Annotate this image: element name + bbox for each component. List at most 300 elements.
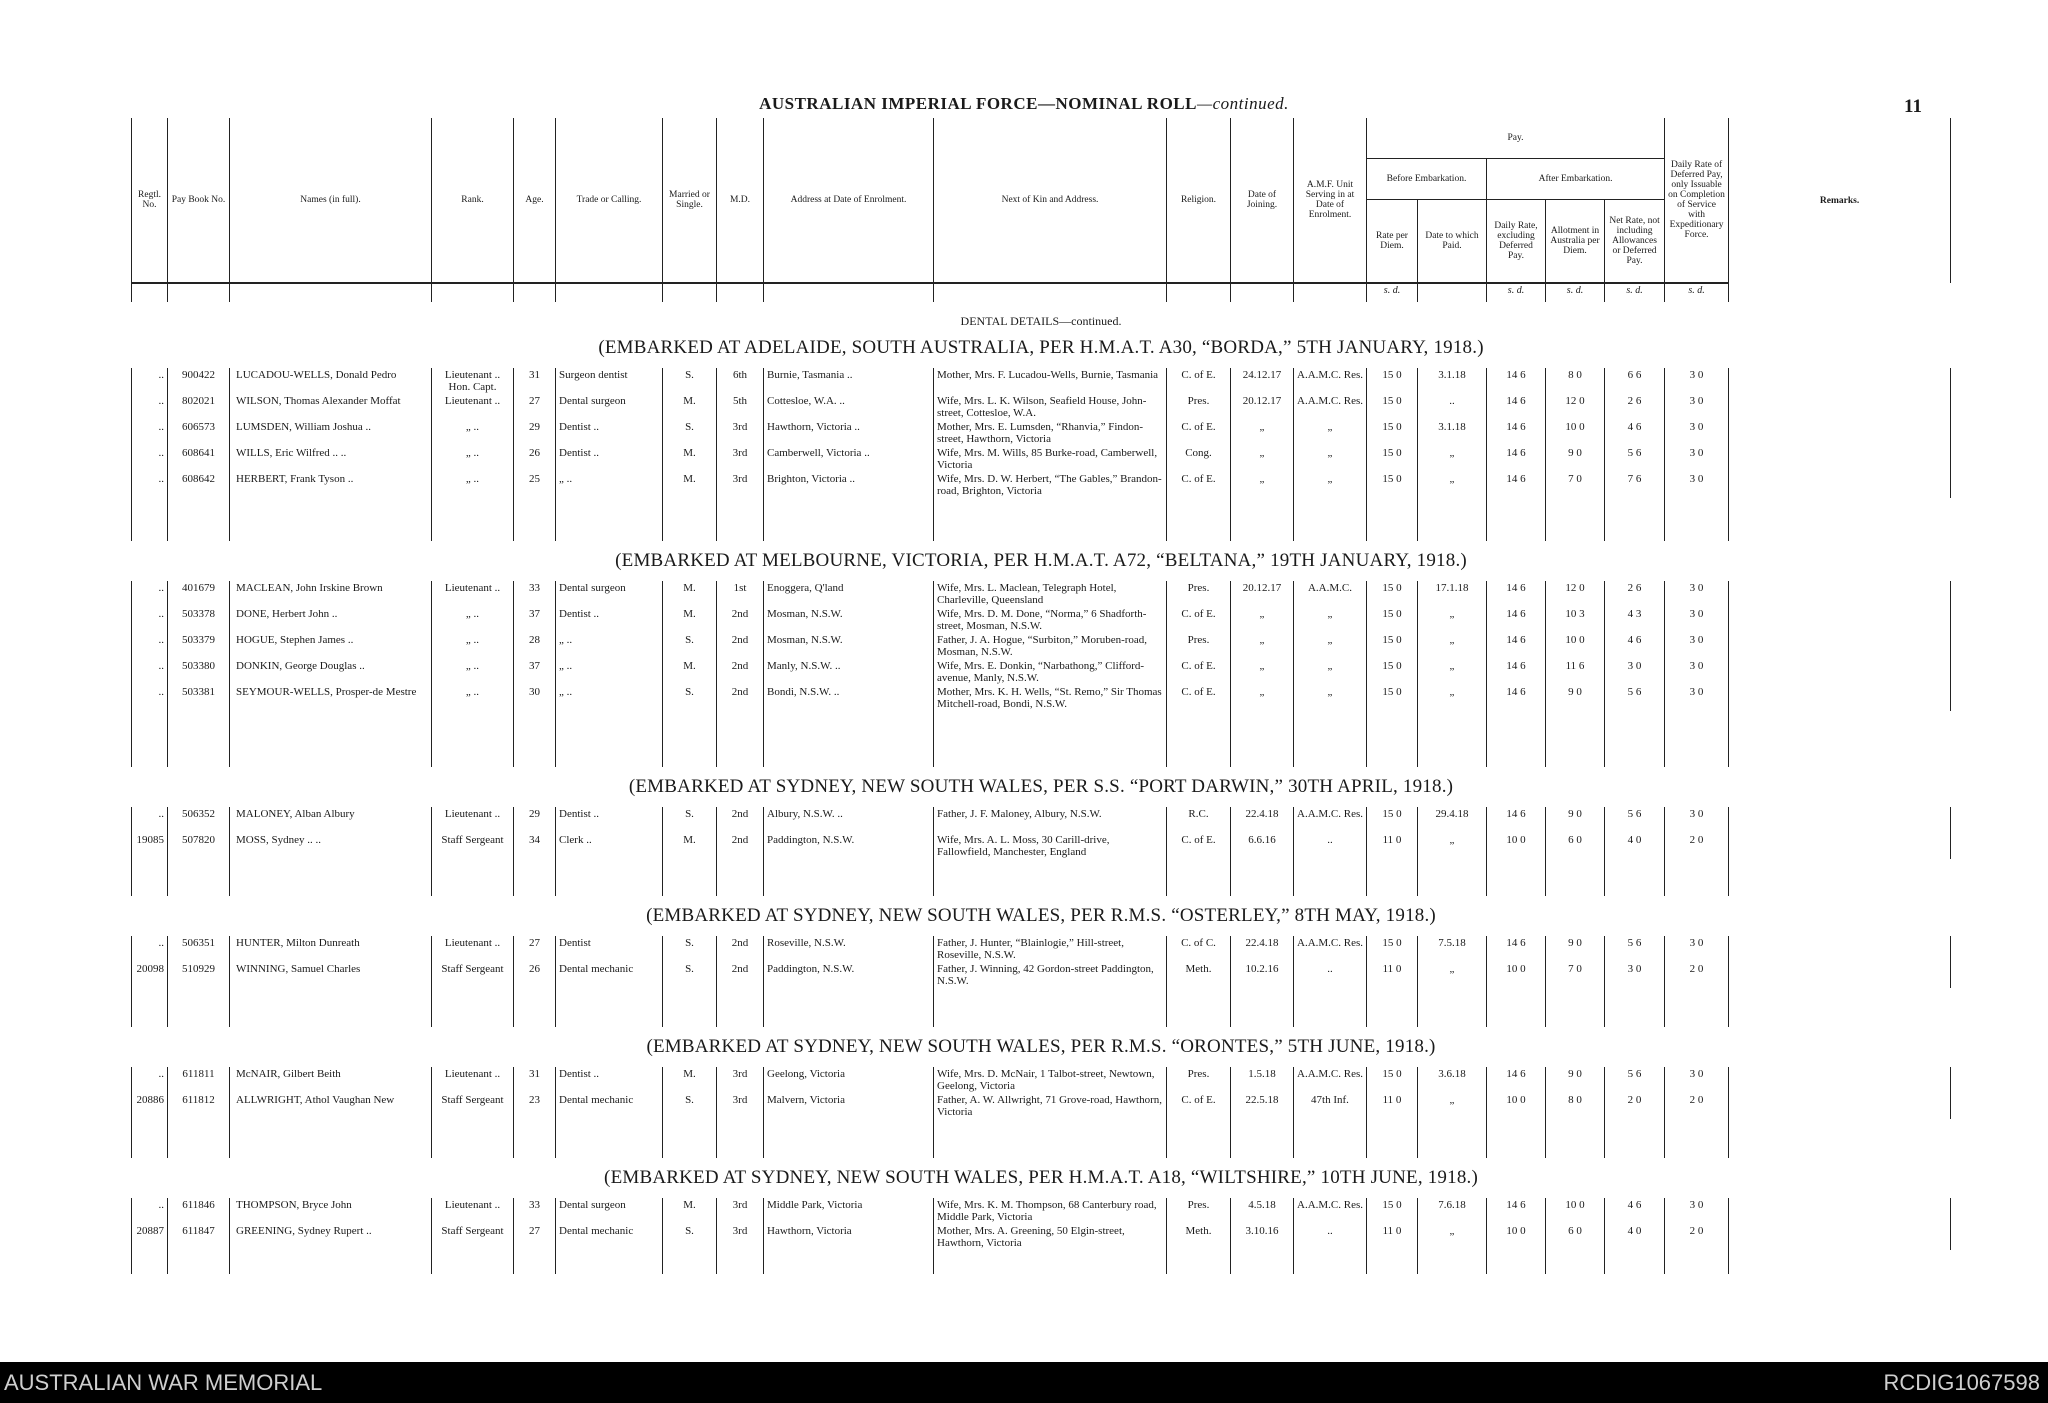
cell-md: 3rd: [717, 1224, 764, 1250]
cell-nok: Father, J. Winning, 42 Gordon-street Paddington, N.S.W.: [934, 962, 1167, 988]
table-row: [132, 420, 1951, 446]
cell-daily: 10 0: [1487, 962, 1546, 988]
cell-rate: 15 0: [1367, 472, 1418, 498]
cell-daily: 14 6: [1487, 472, 1546, 498]
cell-paybook: 506352: [168, 807, 230, 833]
cell-rank: „ ..: [432, 472, 514, 498]
unit-sd: s. d.: [1546, 283, 1605, 302]
cell-name: HOGUE, Stephen James ..: [230, 633, 432, 659]
cell-net: 5 6: [1605, 446, 1665, 472]
cell-nok: Father, J. Hunter, “Blainlogie,” Hill-street, Roseville, N.S.W.: [934, 936, 1167, 962]
cell-regtl: ..: [132, 368, 168, 394]
cell-address: Geelong, Victoria: [764, 1067, 934, 1093]
title-suffix: —continued.: [1197, 94, 1289, 113]
cell-allot: 7 0: [1546, 962, 1605, 988]
embarkation-heading: (EMBARKED AT SYDNEY, NEW SOUTH WALES, PER R.M.S. “ORONTES,” 5TH JUNE, 1918.): [646, 1036, 1436, 1057]
cell-net: 4 0: [1605, 833, 1665, 859]
cell-remarks: [1729, 1093, 1951, 1119]
cell-unit: „: [1294, 633, 1367, 659]
header-pay: Pay.: [1367, 118, 1665, 159]
cell-religion: Cong.: [1167, 446, 1231, 472]
cell-rank: Lieutenant ..: [432, 1067, 514, 1093]
cell-remarks: [1729, 1198, 1951, 1224]
cell-net: 3 0: [1605, 962, 1665, 988]
cell-paid: „: [1418, 962, 1487, 988]
header-age: Age.: [514, 118, 556, 283]
cell-trade: Clerk ..: [556, 833, 663, 859]
cell-joined: „: [1231, 633, 1294, 659]
cell-nok: Father, J. A. Hogue, “Surbiton,” Moruben-road, Mosman, N.S.W.: [934, 633, 1167, 659]
cell-daily: 14 6: [1487, 607, 1546, 633]
cell-paybook: 900422: [168, 368, 230, 394]
cell-paybook: 510929: [168, 962, 230, 988]
cell-address: Camberwell, Victoria ..: [764, 446, 934, 472]
title-text: AUSTRALIAN IMPERIAL FORCE—NOMINAL ROLL: [759, 94, 1197, 113]
unit-sd: s. d.: [1487, 283, 1546, 302]
header-paid: Date to which Paid.: [1418, 200, 1487, 284]
cell-net: 5 6: [1605, 685, 1665, 711]
cell-religion: C. of E.: [1167, 472, 1231, 498]
cell-unit: 47th Inf.: [1294, 1093, 1367, 1119]
cell-rank: „ ..: [432, 659, 514, 685]
cell-address: Brighton, Victoria ..: [764, 472, 934, 498]
cell-remarks: [1729, 472, 1951, 498]
cell-deferred: 3 0: [1665, 936, 1729, 962]
cell-remarks: [1729, 420, 1951, 446]
cell-md: 3rd: [717, 472, 764, 498]
cell-paybook: 507820: [168, 833, 230, 859]
cell-name: MACLEAN, John Irskine Brown: [230, 581, 432, 607]
cell-religion: C. of E.: [1167, 1093, 1231, 1119]
cell-deferred: 3 0: [1665, 472, 1729, 498]
page-number: 11: [1904, 96, 1922, 117]
cell-married: S.: [663, 420, 717, 446]
cell-net: 4 6: [1605, 1198, 1665, 1224]
table-row: [132, 936, 1951, 962]
footer-institution: AUSTRALIAN WAR MEMORIAL: [4, 1370, 323, 1395]
header-rate: Rate per Diem.: [1367, 200, 1418, 284]
cell-religion: C. of E.: [1167, 685, 1231, 711]
cell-religion: Pres.: [1167, 1198, 1231, 1224]
header-regtl: Regtl. No.: [132, 118, 168, 283]
header-before-embarkation: Before Embarkation.: [1367, 159, 1487, 200]
cell-allot: 6 0: [1546, 833, 1605, 859]
cell-nok: Wife, Mrs. D. McNair, 1 Talbot-street, Newtown, Geelong, Victoria: [934, 1067, 1167, 1093]
cell-married: M.: [663, 1198, 717, 1224]
cell-trade: „ ..: [556, 659, 663, 685]
nominal-roll-table: [131, 118, 1951, 1274]
cell-religion: C. of E.: [1167, 368, 1231, 394]
cell-unit: ..: [1294, 833, 1367, 859]
cell-rate: 15 0: [1367, 581, 1418, 607]
cell-joined: 4.5.18: [1231, 1198, 1294, 1224]
cell-paybook: 611811: [168, 1067, 230, 1093]
cell-md: 1st: [717, 581, 764, 607]
cell-name: MALONEY, Alban Albury: [230, 807, 432, 833]
header-address: Address at Date of Enrolment.: [764, 118, 934, 283]
cell-name: MOSS, Sydney .. ..: [230, 833, 432, 859]
header-religion: Religion.: [1167, 118, 1231, 283]
cell-daily: 14 6: [1487, 446, 1546, 472]
cell-allot: 9 0: [1546, 446, 1605, 472]
table-row: [132, 807, 1951, 833]
cell-married: M.: [663, 394, 717, 420]
cell-trade: „ ..: [556, 685, 663, 711]
cell-age: 33: [514, 581, 556, 607]
cell-rank: Lieutenant ..: [432, 807, 514, 833]
cell-trade: „ ..: [556, 472, 663, 498]
cell-paybook: 802021: [168, 394, 230, 420]
cell-rank: „ ..: [432, 633, 514, 659]
cell-age: 31: [514, 1067, 556, 1093]
cell-deferred: 2 0: [1665, 962, 1729, 988]
cell-regtl: ..: [132, 807, 168, 833]
cell-address: Albury, N.S.W. ..: [764, 807, 934, 833]
cell-regtl: ..: [132, 1067, 168, 1093]
unit-sd: s. d.: [1605, 283, 1665, 302]
cell-net: 4 6: [1605, 420, 1665, 446]
cell-remarks: [1729, 607, 1951, 633]
cell-paybook: 611812: [168, 1093, 230, 1119]
table-row: [132, 962, 1951, 988]
cell-allot: 10 0: [1546, 1198, 1605, 1224]
cell-married: S.: [663, 1093, 717, 1119]
cell-age: 28: [514, 633, 556, 659]
cell-trade: Dentist ..: [556, 607, 663, 633]
cell-regtl: 19085: [132, 833, 168, 859]
section-subtitle: DENTAL DETAILS—continued.: [960, 314, 1122, 328]
cell-daily: 14 6: [1487, 633, 1546, 659]
cell-nok: Wife, Mrs. E. Donkin, “Narbathong,” Clifford-avenue, Manly, N.S.W.: [934, 659, 1167, 685]
cell-religion: R.C.: [1167, 807, 1231, 833]
cell-deferred: 3 0: [1665, 633, 1729, 659]
cell-name: HUNTER, Milton Dunreath: [230, 936, 432, 962]
cell-age: 26: [514, 446, 556, 472]
cell-religion: Pres.: [1167, 1067, 1231, 1093]
cell-rate: 15 0: [1367, 807, 1418, 833]
cell-rate: 15 0: [1367, 936, 1418, 962]
cell-address: Roseville, N.S.W.: [764, 936, 934, 962]
cell-joined: „: [1231, 420, 1294, 446]
cell-unit: A.A.M.C.: [1294, 581, 1367, 607]
cell-paybook: 608642: [168, 472, 230, 498]
cell-rank: „ ..: [432, 607, 514, 633]
header-rank: Rank.: [432, 118, 514, 283]
cell-net: 3 0: [1605, 659, 1665, 685]
cell-rank: Staff Sergeant: [432, 962, 514, 988]
header-joined: Date of Joining.: [1231, 118, 1294, 283]
cell-md: 2nd: [717, 962, 764, 988]
cell-age: 29: [514, 420, 556, 446]
cell-regtl: ..: [132, 633, 168, 659]
cell-allot: 9 0: [1546, 1067, 1605, 1093]
cell-name: DONKIN, George Douglas ..: [230, 659, 432, 685]
table-row: [132, 1198, 1951, 1224]
cell-unit: „: [1294, 685, 1367, 711]
table-row: [132, 368, 1951, 394]
cell-address: Mosman, N.S.W.: [764, 607, 934, 633]
cell-age: 34: [514, 833, 556, 859]
cell-nok: Mother, Mrs. K. H. Wells, “St. Remo,” Sir Thomas Mitchell-road, Bondi, N.S.W.: [934, 685, 1167, 711]
cell-joined: 20.12.17: [1231, 581, 1294, 607]
cell-net: 2 6: [1605, 394, 1665, 420]
cell-allot: 7 0: [1546, 472, 1605, 498]
cell-paid: „: [1418, 1093, 1487, 1119]
cell-name: McNAIR, Gilbert Beith: [230, 1067, 432, 1093]
table-row: [132, 633, 1951, 659]
footer-record-id: RCDIG1067598: [1883, 1370, 2040, 1395]
cell-name: WILSON, Thomas Alexander Moffat: [230, 394, 432, 420]
cell-regtl: 20887: [132, 1224, 168, 1250]
cell-paybook: 503379: [168, 633, 230, 659]
cell-rate: 15 0: [1367, 607, 1418, 633]
cell-net: 4 6: [1605, 633, 1665, 659]
cell-trade: Dentist ..: [556, 807, 663, 833]
cell-married: S.: [663, 1224, 717, 1250]
cell-paid: „: [1418, 446, 1487, 472]
cell-net: 5 6: [1605, 936, 1665, 962]
cell-rate: 11 0: [1367, 1224, 1418, 1250]
cell-paybook: 506351: [168, 936, 230, 962]
cell-married: S.: [663, 368, 717, 394]
cell-name: LUCADOU-WELLS, Donald Pedro: [230, 368, 432, 394]
embarkation-heading: (EMBARKED AT SYDNEY, NEW SOUTH WALES, PER R.M.S. “OSTERLEY,” 8TH MAY, 1918.): [646, 905, 1436, 926]
cell-name: HERBERT, Frank Tyson ..: [230, 472, 432, 498]
cell-net: 6 6: [1605, 368, 1665, 394]
cell-rank: Lieutenant ..: [432, 394, 514, 420]
cell-unit: A.A.M.C. Res.: [1294, 394, 1367, 420]
cell-remarks: [1729, 962, 1951, 988]
cell-regtl: ..: [132, 581, 168, 607]
cell-age: 27: [514, 1224, 556, 1250]
cell-unit: A.A.M.C. Res.: [1294, 1067, 1367, 1093]
cell-net: 7 6: [1605, 472, 1665, 498]
unit-sd: s. d.: [1665, 283, 1729, 302]
cell-name: ALLWRIGHT, Athol Vaughan New: [230, 1093, 432, 1119]
header-daily: Daily Rate, excluding Deferred Pay.: [1487, 200, 1546, 284]
cell-name: LUMSDEN, William Joshua ..: [230, 420, 432, 446]
cell-joined: „: [1231, 607, 1294, 633]
cell-religion: Pres.: [1167, 394, 1231, 420]
cell-religion: C. of E.: [1167, 607, 1231, 633]
cell-remarks: [1729, 581, 1951, 607]
cell-md: 3rd: [717, 1198, 764, 1224]
cell-paybook: 503380: [168, 659, 230, 685]
cell-deferred: 2 0: [1665, 833, 1729, 859]
archive-footer: [0, 1362, 2048, 1403]
cell-married: M.: [663, 581, 717, 607]
cell-nok: Wife, Mrs. K. M. Thompson, 68 Canterbury road, Middle Park, Victoria: [934, 1198, 1167, 1224]
cell-remarks: [1729, 685, 1951, 711]
cell-md: 2nd: [717, 633, 764, 659]
cell-allot: 8 0: [1546, 368, 1605, 394]
header-deferred: Daily Rate of Deferred Pay, only Issuable on Completion of Service with Expeditionary Force.: [1665, 118, 1729, 283]
cell-trade: Dentist: [556, 936, 663, 962]
cell-religion: Pres.: [1167, 633, 1231, 659]
cell-joined: 1.5.18: [1231, 1067, 1294, 1093]
cell-md: 3rd: [717, 446, 764, 472]
cell-rank: Staff Sergeant: [432, 1224, 514, 1250]
cell-nok: Wife, Mrs. D. M. Done, “Norma,” 6 Shadforth-street, Mosman, N.S.W.: [934, 607, 1167, 633]
cell-daily: 14 6: [1487, 420, 1546, 446]
cell-daily: 10 0: [1487, 1224, 1546, 1250]
cell-remarks: [1729, 394, 1951, 420]
cell-nok: Wife, Mrs. L. Maclean, Telegraph Hotel, Charleville, Queensland: [934, 581, 1167, 607]
cell-address: Hawthorn, Victoria: [764, 1224, 934, 1250]
cell-joined: 6.6.16: [1231, 833, 1294, 859]
cell-regtl: 20098: [132, 962, 168, 988]
cell-rate: 15 0: [1367, 394, 1418, 420]
cell-address: Manly, N.S.W. ..: [764, 659, 934, 685]
cell-deferred: 3 0: [1665, 685, 1729, 711]
cell-address: Malvern, Victoria: [764, 1093, 934, 1119]
cell-remarks: [1729, 368, 1951, 394]
cell-net: 4 3: [1605, 607, 1665, 633]
cell-md: 2nd: [717, 607, 764, 633]
cell-md: 2nd: [717, 685, 764, 711]
cell-married: S.: [663, 807, 717, 833]
cell-daily: 14 6: [1487, 807, 1546, 833]
cell-rate: 15 0: [1367, 368, 1418, 394]
cell-paid: 7.6.18: [1418, 1198, 1487, 1224]
header-unit: A.M.F. Unit Serving in at Date of Enrolment.: [1294, 118, 1367, 283]
cell-remarks: [1729, 936, 1951, 962]
cell-rank: „ ..: [432, 420, 514, 446]
cell-daily: 14 6: [1487, 1198, 1546, 1224]
cell-deferred: 3 0: [1665, 607, 1729, 633]
cell-rank: Lieutenant ..: [432, 581, 514, 607]
header-nok: Next of Kin and Address.: [934, 118, 1167, 283]
cell-rate: 15 0: [1367, 659, 1418, 685]
cell-paybook: 503378: [168, 607, 230, 633]
cell-regtl: ..: [132, 607, 168, 633]
cell-trade: Dentist ..: [556, 446, 663, 472]
cell-paybook: 608641: [168, 446, 230, 472]
table-row: [132, 685, 1951, 711]
cell-daily: 14 6: [1487, 685, 1546, 711]
cell-deferred: 3 0: [1665, 446, 1729, 472]
cell-allot: 12 0: [1546, 581, 1605, 607]
cell-trade: Dentist ..: [556, 420, 663, 446]
cell-name: SEYMOUR-WELLS, Prosper-de Mestre: [230, 685, 432, 711]
cell-paid: „: [1418, 833, 1487, 859]
header-remarks: Remarks.: [1729, 118, 1951, 283]
cell-married: S.: [663, 633, 717, 659]
table-row: [132, 659, 1951, 685]
cell-address: Mosman, N.S.W.: [764, 633, 934, 659]
cell-married: M.: [663, 607, 717, 633]
cell-paybook: 611846: [168, 1198, 230, 1224]
cell-allot: 10 0: [1546, 633, 1605, 659]
cell-address: Bondi, N.S.W. ..: [764, 685, 934, 711]
cell-allot: 10 3: [1546, 607, 1605, 633]
cell-married: M.: [663, 446, 717, 472]
cell-nok: Father, J. F. Maloney, Albury, N.S.W.: [934, 807, 1167, 833]
cell-daily: 14 6: [1487, 936, 1546, 962]
table-row: [132, 581, 1951, 607]
cell-married: S.: [663, 962, 717, 988]
cell-unit: ..: [1294, 962, 1367, 988]
cell-paybook: 606573: [168, 420, 230, 446]
cell-rate: 15 0: [1367, 420, 1418, 446]
cell-name: DONE, Herbert John ..: [230, 607, 432, 633]
cell-joined: „: [1231, 685, 1294, 711]
table-row: [132, 472, 1951, 498]
cell-regtl: ..: [132, 446, 168, 472]
cell-address: Hawthorn, Victoria ..: [764, 420, 934, 446]
cell-unit: A.A.M.C. Res.: [1294, 807, 1367, 833]
header-md: M.D.: [717, 118, 764, 283]
cell-religion: Pres.: [1167, 581, 1231, 607]
header-trade: Trade or Calling.: [556, 118, 663, 283]
cell-name: WINNING, Samuel Charles: [230, 962, 432, 988]
cell-unit: A.A.M.C. Res.: [1294, 936, 1367, 962]
cell-married: M.: [663, 659, 717, 685]
cell-address: Burnie, Tasmania ..: [764, 368, 934, 394]
cell-age: 26: [514, 962, 556, 988]
cell-deferred: 3 0: [1665, 1198, 1729, 1224]
cell-deferred: 2 0: [1665, 1224, 1729, 1250]
cell-married: M.: [663, 833, 717, 859]
cell-paid: 3.6.18: [1418, 1067, 1487, 1093]
header-after-embarkation: After Embarkation.: [1487, 159, 1665, 200]
cell-allot: 6 0: [1546, 1224, 1605, 1250]
cell-joined: „: [1231, 446, 1294, 472]
cell-rank: Lieutenant ..: [432, 1198, 514, 1224]
cell-address: Middle Park, Victoria: [764, 1198, 934, 1224]
cell-joined: 22.4.18: [1231, 936, 1294, 962]
cell-nok: Wife, Mrs. L. K. Wilson, Seafield House, John-street, Cottesloe, W.A.: [934, 394, 1167, 420]
cell-trade: Dental surgeon: [556, 394, 663, 420]
cell-remarks: [1729, 1224, 1951, 1250]
cell-md: 2nd: [717, 659, 764, 685]
cell-married: S.: [663, 685, 717, 711]
unit-sd: s. d.: [1367, 283, 1418, 302]
cell-age: 27: [514, 394, 556, 420]
cell-paid: „: [1418, 633, 1487, 659]
table-row: [132, 1224, 1951, 1250]
cell-paid: „: [1418, 685, 1487, 711]
cell-trade: Dental surgeon: [556, 1198, 663, 1224]
cell-joined: 10.2.16: [1231, 962, 1294, 988]
cell-rate: 15 0: [1367, 1198, 1418, 1224]
cell-nok: Father, A. W. Allwright, 71 Grove-road, Hawthorn, Victoria: [934, 1093, 1167, 1119]
cell-regtl: ..: [132, 420, 168, 446]
cell-rate: 15 0: [1367, 633, 1418, 659]
cell-paid: „: [1418, 1224, 1487, 1250]
cell-address: Paddington, N.S.W.: [764, 962, 934, 988]
cell-nok: Wife, Mrs. A. L. Moss, 30 Carill-drive, Fallowfield, Manchester, England: [934, 833, 1167, 859]
cell-allot: 11 6: [1546, 659, 1605, 685]
cell-nok: Mother, Mrs. A. Greening, 50 Elgin-street, Hawthorn, Victoria: [934, 1224, 1167, 1250]
cell-joined: 22.5.18: [1231, 1093, 1294, 1119]
cell-deferred: 3 0: [1665, 394, 1729, 420]
cell-allot: 9 0: [1546, 807, 1605, 833]
cell-joined: „: [1231, 472, 1294, 498]
cell-md: 2nd: [717, 807, 764, 833]
cell-deferred: 2 0: [1665, 1093, 1729, 1119]
cell-deferred: 3 0: [1665, 807, 1729, 833]
header-net: Net Rate, not including Allowances or Deferred Pay.: [1605, 200, 1665, 284]
cell-paid: „: [1418, 607, 1487, 633]
cell-address: Cottesloe, W.A. ..: [764, 394, 934, 420]
cell-nok: Mother, Mrs. E. Lumsden, “Rhanvia,” Findon-street, Hawthorn, Victoria: [934, 420, 1167, 446]
header-allotment: Allotment in Australia per Diem.: [1546, 200, 1605, 284]
cell-remarks: [1729, 446, 1951, 472]
cell-religion: Meth.: [1167, 962, 1231, 988]
cell-rank: Staff Sergeant: [432, 1093, 514, 1119]
header-married: Married or Single.: [663, 118, 717, 283]
